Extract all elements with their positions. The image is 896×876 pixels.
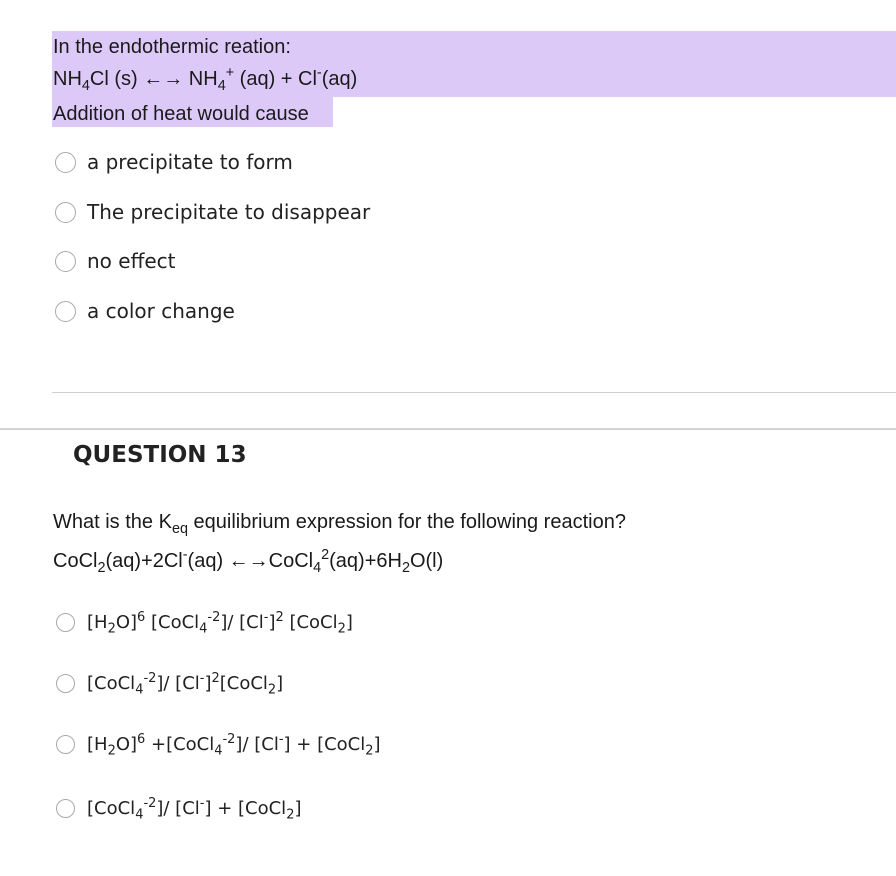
question-prompt: What is the $K_{eq}$ equilibrium expression for the following reaction? <box>53 511 626 538</box>
radio-button[interactable] <box>56 735 75 754</box>
answer-option[interactable] <box>55 200 370 224</box>
answer-option-label: a color change <box>87 299 235 323</box>
answer-option-label: no effect <box>87 249 176 273</box>
question-heading: QUESTION 13 <box>73 442 247 468</box>
question-reaction: CoCl$_2$(aq)+2Cl-(aq) $\leftarrow\to CoCl_4^2(aq)+6H_2O(l)$ <box>53 547 444 577</box>
question-stem-line1: In the endothermic reation: <box>53 36 291 58</box>
answer-option-label: $[H_2O]^6$ +[CoCl$_4^{-2}$]/ [Cl-] + [CoCl$_2$] <box>87 731 381 759</box>
answer-option-label: The precipitate to disappear <box>87 200 371 224</box>
reversible-arrow-icon: ←→ <box>228 550 269 572</box>
answer-option-label: [CoCl$_4^{-2}$]/ [Cl-] + [CoCl$_2$] <box>87 795 302 823</box>
answer-option[interactable] <box>56 731 381 759</box>
question-equation: $NH_4Cl$ (s) ←→ $NH_4^+$ (aq) + Cl-(aq) <box>53 65 358 95</box>
radio-button[interactable] <box>56 613 75 632</box>
answer-option-label: [CoCl$_4^{-2}$]/ $[Cl^-]^2[CoCl_2]$ <box>87 670 284 698</box>
answer-option[interactable] <box>55 299 235 323</box>
answer-option[interactable] <box>56 609 353 637</box>
radio-button[interactable] <box>55 152 76 173</box>
answer-divider <box>52 392 896 393</box>
answer-option-label: a precipitate to form <box>87 150 293 174</box>
reversible-arrow-icon: ←→ <box>143 68 184 90</box>
radio-button[interactable] <box>55 202 76 223</box>
radio-button[interactable] <box>55 251 76 272</box>
answer-option[interactable] <box>55 150 293 174</box>
answer-option[interactable] <box>56 795 302 823</box>
radio-button[interactable] <box>56 674 75 693</box>
answer-option-label: $[H_2O]^6$ [CoCl$_4^{-2}$]/ $[Cl^-]^2$ [CoCl$_2$] <box>87 609 353 637</box>
radio-button[interactable] <box>55 301 76 322</box>
answer-option[interactable] <box>55 249 176 273</box>
answer-option[interactable] <box>56 670 284 698</box>
radio-button[interactable] <box>56 799 75 818</box>
question-stem-line3: Addition of heat would cause <box>53 103 309 125</box>
question-divider <box>0 428 896 430</box>
